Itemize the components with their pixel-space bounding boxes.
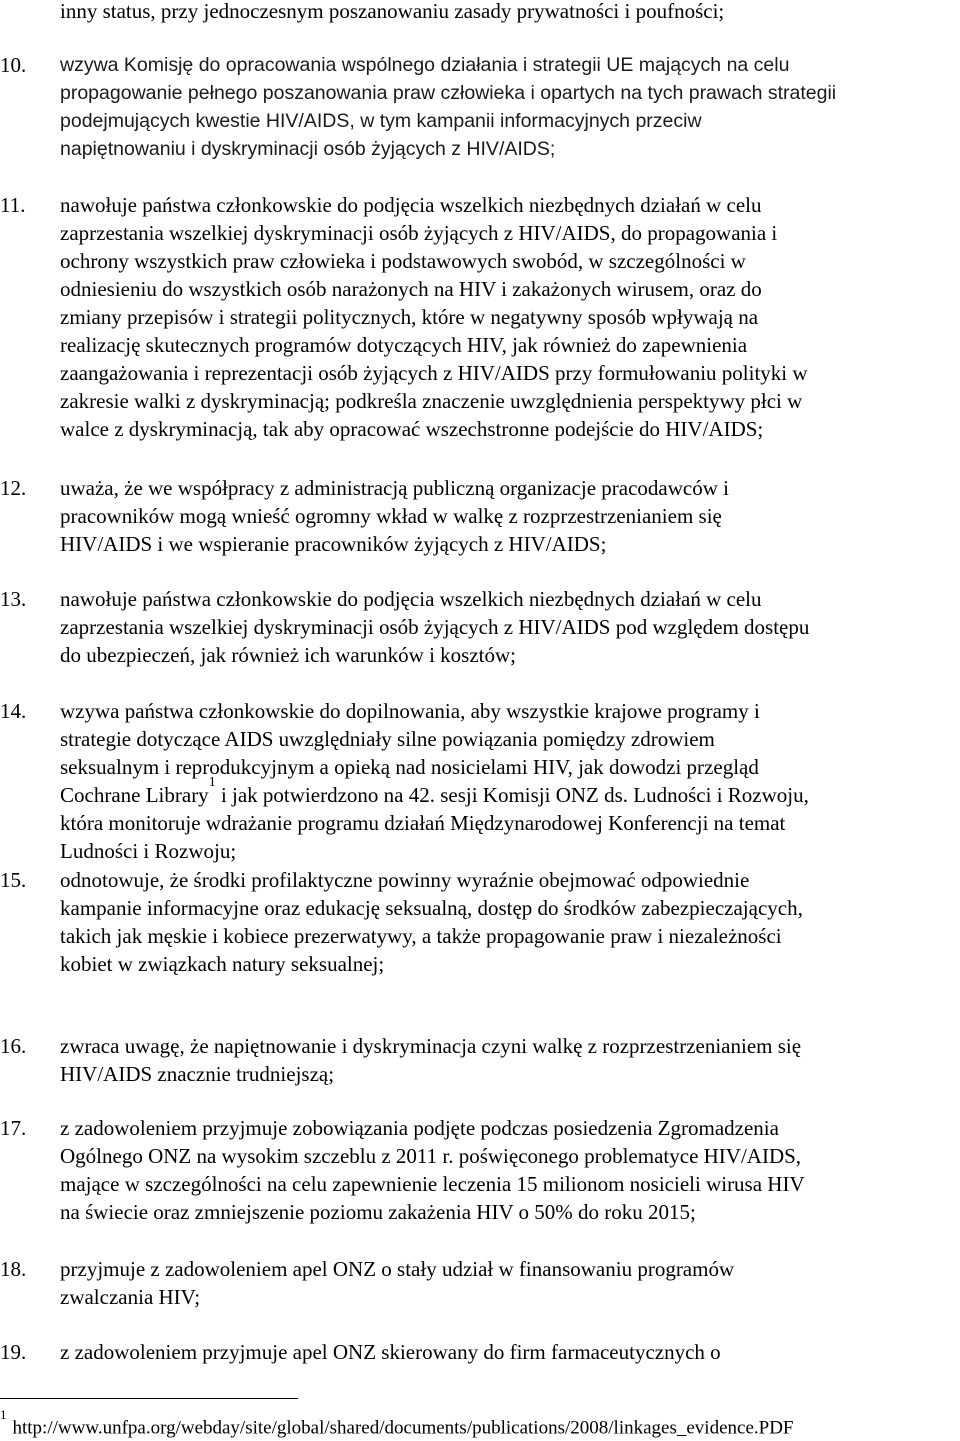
text-line: HIV/AIDS i we wspieranie pracowników żyjących z HIV/AIDS; [60,532,607,556]
text-line: kobiet w związkach natury seksualnej; [60,952,385,976]
paragraph-text [60,191,955,443]
text-line: walce z dyskryminacją, tak aby opracować wszechstronne podejście do HIV/AIDS; [60,417,764,441]
footnote [0,1409,960,1441]
paragraph-text [60,1338,955,1366]
paragraph-number: 16. [0,1034,27,1058]
text-line: odniesieniu do wszystkich osób narażonych na HIV i zakażonych wirusem, oraz do [60,277,762,301]
text-line: zaprzestania wszelkiej dyskryminacji osób żyjących z HIV/AIDS pod względem dostępu [60,615,810,639]
intro-line: inny status, przy jednoczesnym poszanowaniu zasady prywatności i poufności; [60,0,725,23]
text-line: napiętnowaniu i dyskryminacji osób żyjących z HIV/AIDS; [60,138,556,160]
text-line: ochrony wszystkich praw człowieka i podstawowych swobód, w szczególności w [60,249,746,273]
text-line: pracowników mogą wnieść ogromny wkład w walkę z rozprzestrzenianiem się [60,504,722,528]
paragraph-number: 13. [0,587,27,611]
paragraph-text [60,585,955,669]
paragraph-number: 15. [0,868,27,892]
text-line: nawołuje państwa członkowskie do podjęcia wszelkich niezbędnych działań w celu [60,193,762,217]
paragraph-number: 14. [0,699,27,723]
text-line: z zadowoleniem przyjmuje apel ONZ skierowany do firm farmaceutycznych o [60,1340,721,1364]
text-line: podejmujących kwestie HIV/AIDS, w tym kampanii informacyjnych przeciw [60,110,702,132]
text-line: zaangażowania i reprezentacji osób żyjących z HIV/AIDS przy formułowaniu polityki w [60,361,808,385]
text-line: z zadowoleniem przyjmuje zobowiązania podjęte podczas posiedzenia Zgromadzenia [60,1116,779,1140]
paragraph-number: 18. [0,1257,27,1281]
text-line: mające w szczególności na celu zapewnienie leczenia 15 milionom nosicieli wirusa HIV [60,1172,805,1196]
text-line: Ludności i Rozwoju; [60,839,237,863]
text-line: takich jak męskie i kobiece prezerwatywy, a także propagowanie praw i niezależności [60,924,782,948]
text-line: która monitoruje wdrażanie programu działań Międzynarodowej Konferencji na temat [60,811,786,835]
text-line: zwalczania HIV; [60,1285,201,1309]
text-line: zakresie walki z dyskryminacją; podkreśla znaczenie uwzględnienia perspektywy płci w [60,389,803,413]
text-line: strategie dotyczące AIDS uwzględniały silne powiązania pomiędzy zdrowiem [60,727,715,751]
paragraph-number: 10. [0,53,27,77]
text-line [60,775,955,809]
text-line: kampanie informacyjne oraz edukację seksualną, dostęp do środków zabezpieczających, [60,896,803,920]
footnote-link[interactable]: http://www.unfpa.org/webday/site/global/shared/documents/publications/2008/linkages_evidence.PDF [12,1417,794,1439]
paragraph-text [60,1255,955,1311]
text-line: HIV/AIDS znacznie trudniejszą; [60,1062,335,1086]
text-line: odnotowuje, że środki profilaktyczne powinny wyraźnie obejmować odpowiednie [60,868,750,892]
paragraph-text [60,697,955,865]
text-line: seksualnym i reprodukcyjnym a opieką nad nosicielami HIV, jak dowodzi przegląd [60,755,759,779]
cochrane-library-text: Cochrane Library [60,783,209,807]
footnote-reference[interactable]: 1 [208,775,216,790]
paragraph-text [60,474,955,558]
text-line: przyjmuje z zadowoleniem apel ONZ o stały udział w finansowaniu programów [60,1257,735,1281]
text-line-continuation: i jak potwierdzono na 42. sesji Komisji ONZ ds. Ludności i Rozwoju, [215,783,809,807]
text-line: realizację skutecznych programów dotyczących HIV, jak również do zapewnienia [60,333,748,357]
paragraph-text [60,866,955,978]
paragraph-text [60,51,955,163]
text-line: na świecie oraz zmniejszenie poziomu zakażenia HIV o 50% do roku 2015; [60,1200,696,1224]
text-line: Ogólnego ONZ na wysokim szczeblu z 2011 r. poświęconego problematyce HIV/AIDS, [60,1144,802,1168]
footnote-mark: 1 [0,1407,7,1422]
text-line: uważa, że we współpracy z administracją publiczną organizacje pracodawców i [60,476,729,500]
text-line: zwraca uwagę, że napiętnowanie i dyskryminacja czyni walkę z rozprzestrzenianiem się [60,1034,802,1058]
paragraph-number: 11. [0,193,26,217]
paragraph-number: 17. [0,1116,27,1140]
text-line: do ubezpieczeń, jak również ich warunków i kosztów; [60,643,517,667]
text-line: propagowanie pełnego poszanowania praw człowieka i opartych na tych prawach strategii [60,82,837,104]
footnote-divider [0,1398,298,1399]
paragraph-number: 12. [0,476,27,500]
paragraph-text [60,1114,955,1226]
text-line: zaprzestania wszelkiej dyskryminacji osób żyjących z HIV/AIDS, do propagowania i [60,221,778,245]
paragraph-text [60,1032,955,1088]
text-line: nawołuje państwa członkowskie do podjęcia wszelkich niezbędnych działań w celu [60,587,762,611]
paragraph-number: 19. [0,1340,27,1364]
text-line: zmiany przepisów i strategii politycznych, które w negatywny sposób wpływają na [60,305,759,329]
text-line: wzywa państwa członkowskie do dopilnowania, aby wszystkie krajowe programy i [60,699,760,723]
text-line: wzywa Komisję do opracowania wspólnego działania i strategii UE mających na celu [60,54,790,76]
